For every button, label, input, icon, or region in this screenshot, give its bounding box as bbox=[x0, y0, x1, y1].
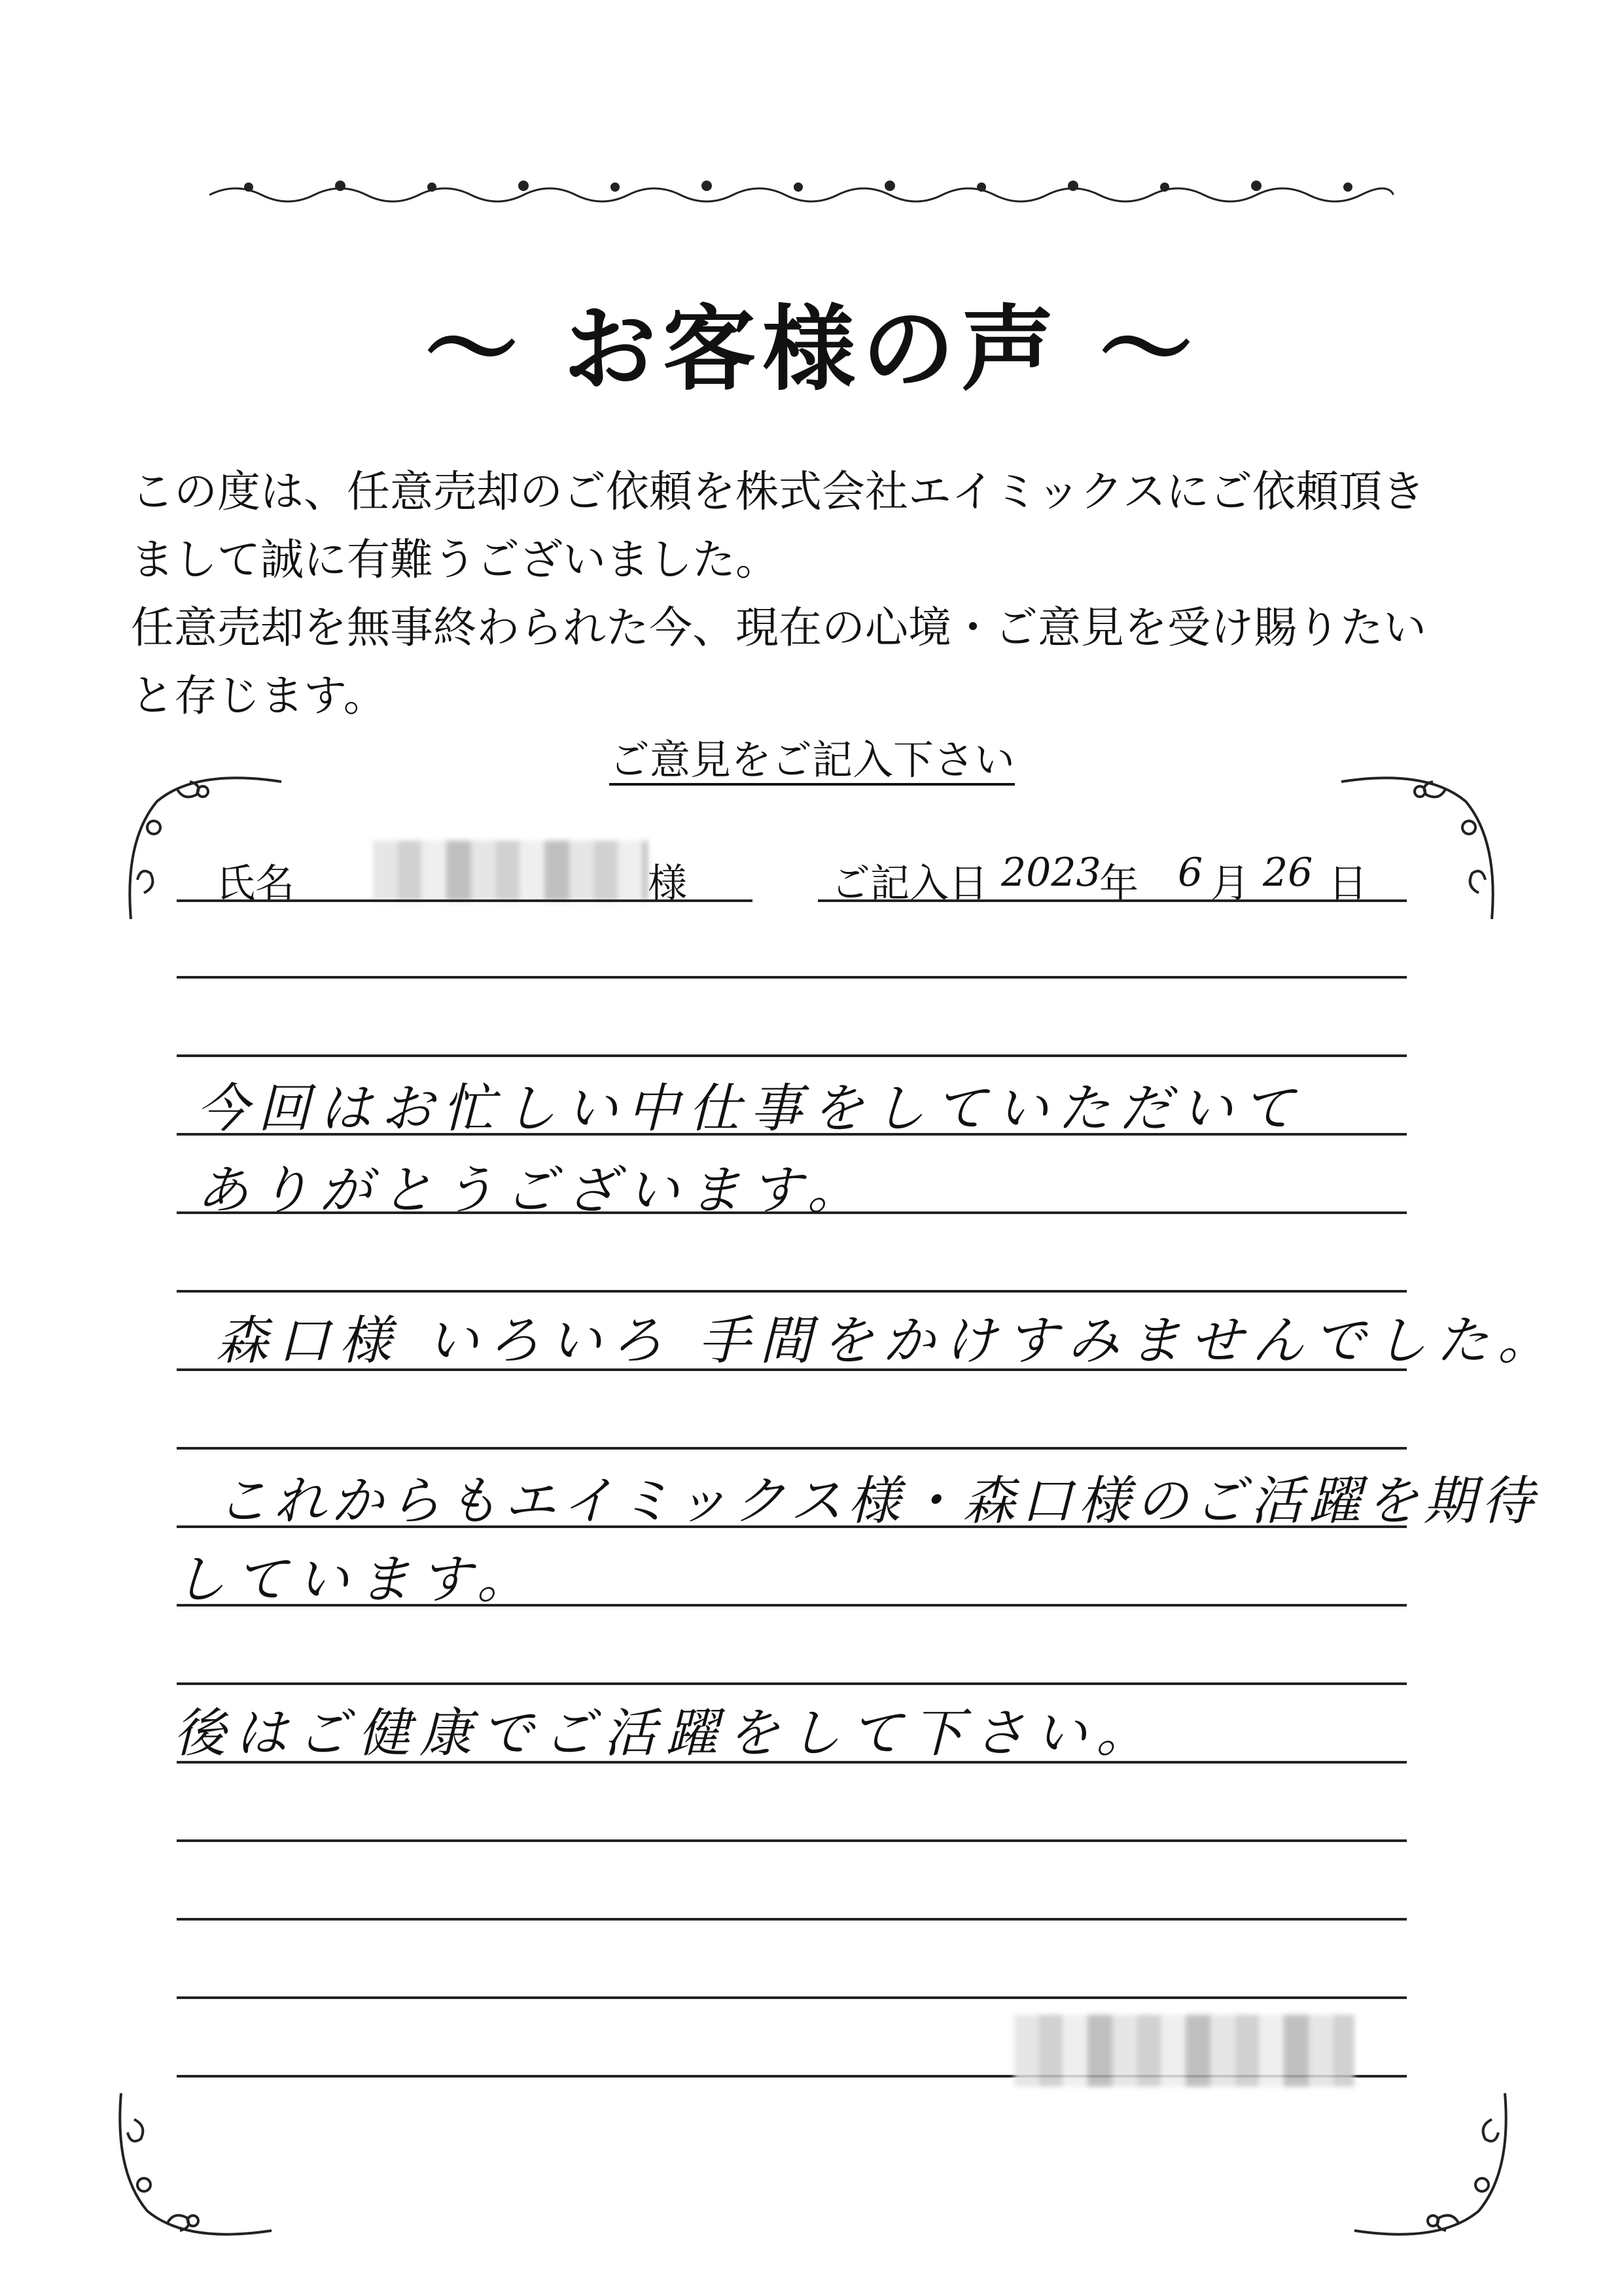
date-underline bbox=[818, 899, 1407, 902]
handwritten-line-3: 森口様 いろいろ 手間をかけすみませんでした。 bbox=[216, 1310, 1559, 1371]
ruled-line bbox=[177, 1996, 1407, 1999]
redacted-signature bbox=[1014, 2015, 1354, 2087]
top-ornament-border bbox=[209, 175, 1394, 204]
ruled-line bbox=[177, 1447, 1407, 1450]
intro-line-4: と存じます。 bbox=[131, 670, 387, 721]
comment-prompt-text: ご意見をご記入下さい bbox=[609, 736, 1015, 784]
ruled-line bbox=[177, 976, 1407, 979]
honorific-label: 様 bbox=[648, 861, 687, 907]
handwritten-line-4: これからもエイミックス様・森口様のご活躍を期待 bbox=[216, 1470, 1539, 1531]
ruled-line bbox=[177, 1054, 1407, 1057]
date-year: 2023 bbox=[1001, 850, 1101, 896]
ruled-line bbox=[177, 1918, 1407, 1921]
name-label: 氏名 bbox=[216, 861, 294, 907]
handwritten-line-1: 今回はお忙しい中仕事をしていただいて bbox=[196, 1078, 1303, 1139]
intro-line-2: まして誠に有難うございました。 bbox=[131, 534, 779, 585]
corner-flourish-bottom-right bbox=[1348, 2080, 1518, 2250]
redacted-name bbox=[373, 841, 648, 901]
handwritten-line-2: ありがとうございます。 bbox=[196, 1160, 869, 1221]
handwritten-line-5: しています。 bbox=[173, 1549, 538, 1610]
date-label: ご記入日 bbox=[831, 861, 988, 907]
ruled-line bbox=[177, 1682, 1407, 1685]
intro-line-3: 任意売却を無事終わられた今、現在の心境・ご意見を受け賜りたい bbox=[131, 602, 1426, 653]
day-unit: 日 bbox=[1328, 861, 1368, 907]
intro-line-1: この度は、任意売却のご依頼を株式会社エイミックスにご依頼頂き bbox=[131, 466, 1426, 517]
name-underline bbox=[177, 899, 752, 902]
ruled-line bbox=[177, 1839, 1407, 1842]
handwritten-line-6: 後はご健康でご活躍をして下さい。 bbox=[173, 1703, 1157, 1764]
date-month: 6 bbox=[1178, 850, 1203, 896]
ruled-line bbox=[177, 1290, 1407, 1293]
date-day: 26 bbox=[1263, 850, 1313, 896]
intro-text bbox=[131, 458, 1505, 730]
month-unit: 月 bbox=[1210, 861, 1250, 907]
page-title: ～ お客様の声 ～ bbox=[425, 295, 1199, 404]
year-unit: 年 bbox=[1099, 861, 1139, 907]
corner-flourish-bottom-left bbox=[108, 2080, 278, 2250]
